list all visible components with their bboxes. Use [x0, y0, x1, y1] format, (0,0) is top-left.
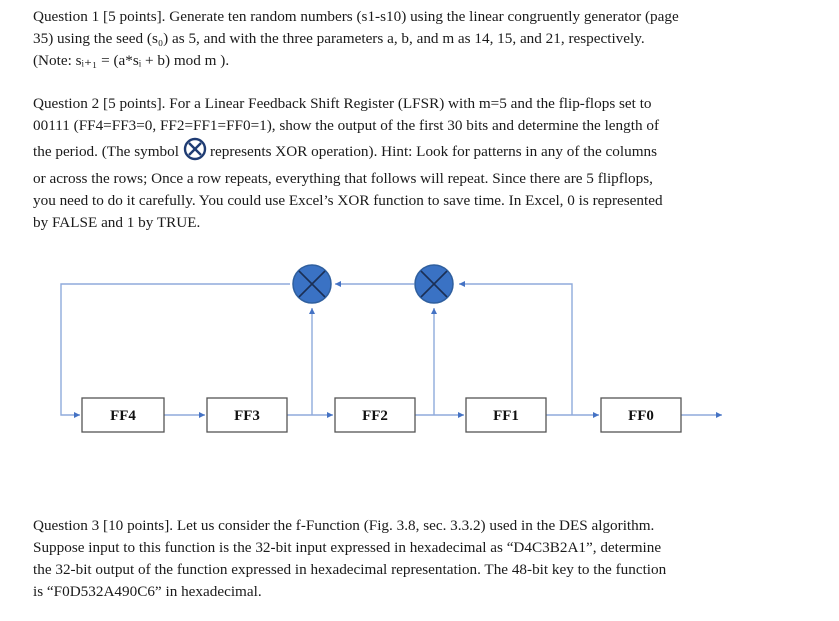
question-1-line-1: Question 1 [5 points]. Generate ten random numbers (s1-s10) using the linear congruently generator (page: [33, 8, 679, 25]
ff1-label: FF1: [493, 408, 519, 424]
flipflop-ff0: [601, 398, 681, 432]
flipflop-ff2: [335, 398, 415, 432]
wires: [61, 284, 722, 415]
question-2-line-5: you need to do it carefully. You could use Excel’s XOR function to save time. In Excel, 0 is represented: [33, 192, 663, 209]
question-2-line-1: Question 2 [5 points]. For a Linear Feedback Shift Register (LFSR) with m=5 and the flip-flops set to: [33, 95, 652, 112]
question-3: [33, 515, 753, 603]
feedback-to-ff4-wire: [61, 284, 290, 415]
question-3-line-4: is “F0D532A490C6” in hexadecimal.: [33, 583, 262, 600]
flipflop-ff4: [82, 398, 164, 432]
question-3-line-3: the 32-bit output of the function expressed in hexadecimal representation. The 48-bit key to the function: [33, 561, 667, 578]
question-3-line-2: Suppose input to this function is the 32-bit input expressed in hexadecimal as “D4C3B2A1”, determine: [33, 539, 662, 556]
ff4-label: FF4: [110, 408, 136, 424]
ff3-label: FF3: [234, 408, 260, 424]
ff0-tap-wire: [459, 284, 572, 415]
question-2-line-2: 00111 (FF4=FF3=0, FF2=FF1=FF0=1), show the output of the first 30 bits and determine the length of: [33, 117, 660, 134]
xor-gate-2-icon: [415, 265, 453, 303]
flipflop-ff1: [466, 398, 546, 432]
question-2-line-6: by FALSE and 1 by TRUE.: [33, 214, 201, 231]
flipflop-ff3: [207, 398, 287, 432]
question-2-line-3-start: the period. (The symbol: [33, 143, 179, 160]
ff0-label: FF0: [628, 408, 654, 424]
question-1-line-2: 35) using the seed (s₀) as 5, and with the three parameters a, b, and m as 14, 15, and 21, respectively.: [33, 30, 645, 47]
ff2-label: FF2: [362, 408, 388, 424]
question-2-line-4: or across the rows; Once a row repeats, everything that follows will repeat. Since there are 5 flipflops,: [33, 170, 653, 187]
question-2-line-3-end: represents XOR operation). Hint: Look for patterns in any of the columns: [209, 143, 658, 160]
question-1-line-3: (Note: sᵢ₊₁ = (a*sᵢ + b) mod m ).: [33, 52, 230, 69]
xor-gate-1-icon: [293, 265, 331, 303]
question-3-line-1: Question 3 [10 points]. Let us consider the f-Function (Fig. 3.8, sec. 3.3.2) used in the DES algorithm.: [33, 517, 655, 534]
